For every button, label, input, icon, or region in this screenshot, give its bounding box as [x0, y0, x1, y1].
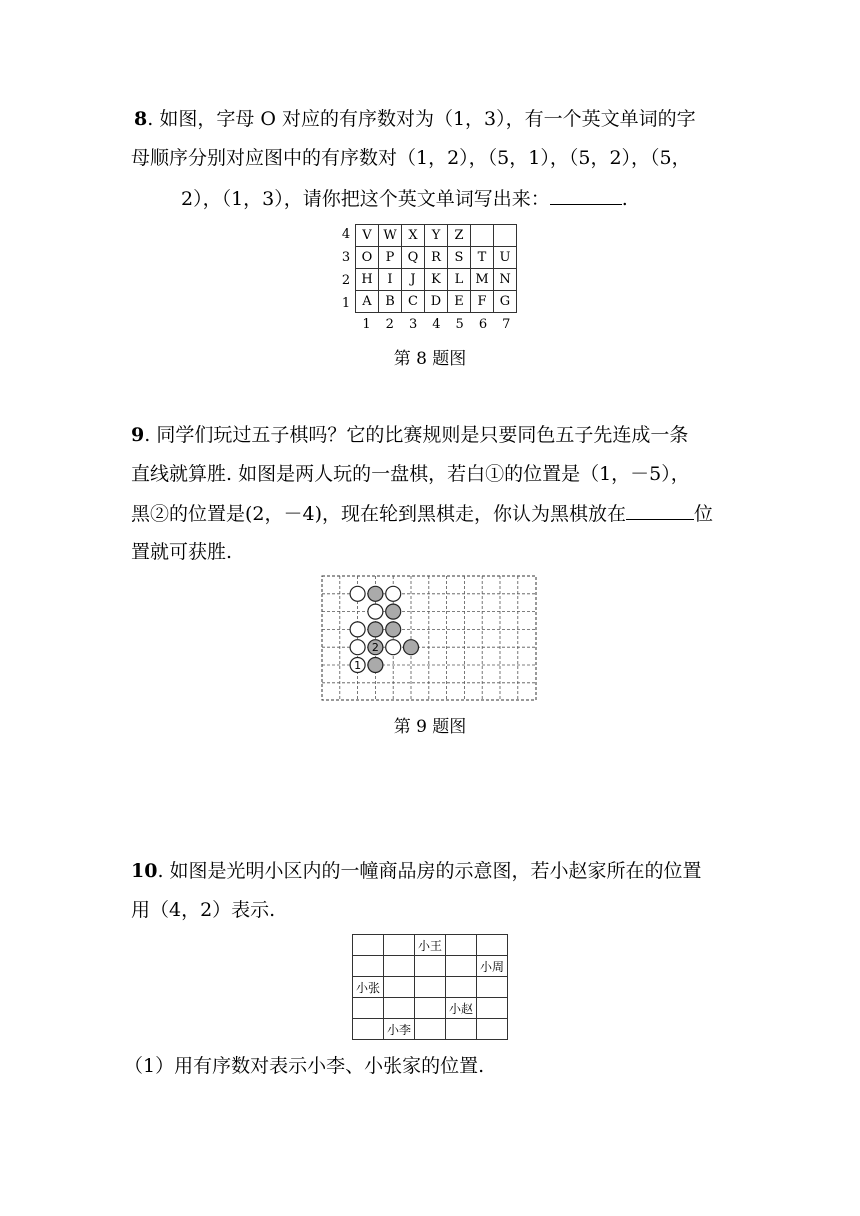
grid-cell: G: [494, 291, 517, 313]
grid-cell: N: [494, 269, 517, 291]
grid-cell: [477, 1019, 508, 1040]
resident-cell: 小王: [415, 935, 446, 956]
q10-line1-text: . 如图是光明小区内的一幢商品房的示意图，若小赵家所在的位置: [157, 860, 702, 882]
q8-line1-text: . 如图，字母 O 对应的有序数对为（1，3），有一个英文单词的字: [147, 108, 696, 130]
q9-line3: [131, 501, 713, 526]
grid-cell: [494, 225, 517, 247]
grid-cell: C: [402, 291, 425, 313]
grid-cell: A: [356, 291, 379, 313]
grid-cell: R: [425, 247, 448, 269]
grid-cell: [353, 956, 384, 977]
grid-cell: E: [448, 291, 471, 313]
building-grid-figure: [352, 934, 508, 1040]
column-label: 7: [502, 317, 511, 332]
grid-cell: [477, 935, 508, 956]
grid-cell: [384, 956, 415, 977]
grid-cell: [471, 225, 494, 247]
column-label: 3: [408, 317, 418, 332]
grid-cell: F: [471, 291, 494, 313]
resident-cell: 小周: [477, 956, 508, 977]
answer-blank[interactable]: [550, 186, 622, 205]
grid-cell: T: [471, 247, 494, 269]
q9-line1-text: . 同学们玩过五子棋吗？它的比赛规则是只要同色五子先连成一条: [144, 424, 689, 446]
grid-cell: [353, 998, 384, 1019]
grid-cell: [353, 935, 384, 956]
black-stone: [386, 622, 401, 637]
stone-label-1: 1: [354, 659, 362, 672]
black-stone: [404, 640, 419, 655]
q9-line4: 置就可获胜.: [131, 541, 233, 563]
black-stone: [368, 658, 383, 673]
grid-cell: [415, 998, 446, 1019]
grid-cell: [477, 998, 508, 1019]
grid-cell: [415, 977, 446, 998]
grid-cell: [384, 977, 415, 998]
grid-cell: V: [356, 225, 379, 247]
grid-cell: D: [425, 291, 448, 313]
q8-line2: 母顺序分别对应图中的有序数对（1，2），（5，1），（5，2），（5，: [131, 147, 691, 169]
q8-line1: [134, 107, 696, 131]
white-stone: [350, 586, 365, 601]
white-stone: [350, 640, 365, 655]
grid-cell: [353, 1019, 384, 1040]
grid-cell: J: [402, 269, 425, 291]
white-stone: [386, 586, 401, 601]
grid-cell: K: [425, 269, 448, 291]
grid-cell: [446, 1019, 477, 1040]
grid-cell: B: [379, 291, 402, 313]
figure-9-caption: 第 9 题图: [393, 717, 467, 737]
black-stone: [368, 586, 383, 601]
grid-cell: [415, 956, 446, 977]
white-stone: [350, 622, 365, 637]
row-label: 3: [341, 250, 351, 265]
q9-line2: 直线就算胜. 如图是两人玩的一盘棋，若白①的位置是（1，－5），: [131, 463, 690, 485]
q9-line3-text: 黑②的位置是(2，－4)，现在轮到黑棋走，你认为黑棋放在: [131, 503, 627, 525]
q9-number: 9: [131, 424, 145, 446]
grid-cell: X: [402, 225, 425, 247]
grid-cell: I: [379, 269, 402, 291]
grid-cell: P: [379, 247, 402, 269]
column-label: 4: [432, 317, 441, 332]
row-label: 2: [341, 273, 351, 288]
grid-cell: L: [448, 269, 471, 291]
q8-period: .: [621, 188, 628, 210]
q10-number: 10: [131, 860, 158, 882]
q10-sub1: （1）用有序数对表示小李、小张家的位置.: [124, 1055, 485, 1077]
resident-cell: 小赵: [446, 998, 477, 1019]
answer-blank[interactable]: [626, 501, 694, 520]
row-label: 1: [341, 296, 351, 311]
grid-cell: [384, 998, 415, 1019]
grid-cell: [415, 1019, 446, 1040]
q10-line2: 用（4，2）表示.: [131, 899, 276, 921]
resident-cell: 小李: [384, 1019, 415, 1040]
stone-label-2: 2: [371, 641, 379, 655]
grid-cell: W: [379, 225, 402, 247]
grid-cell: [446, 977, 477, 998]
q8-line3-text: 2），（1，3），请你把这个英文单词写出来：: [181, 188, 550, 210]
black-stone: [368, 622, 383, 637]
grid-cell: [446, 935, 477, 956]
q8-number: 8: [134, 108, 148, 130]
figure-8-caption: 第 8 题图: [393, 349, 467, 369]
grid-cell: S: [448, 247, 471, 269]
column-label: 5: [455, 317, 464, 332]
grid-cell: H: [356, 269, 379, 291]
column-label: 6: [478, 317, 488, 332]
grid-cell: Y: [425, 225, 448, 247]
grid-cell: [477, 977, 508, 998]
black-stone: [386, 604, 401, 619]
grid-cell: Z: [448, 225, 471, 247]
grid-cell: U: [494, 247, 517, 269]
grid-cell: O: [356, 247, 379, 269]
q10-line1: [131, 859, 702, 883]
column-label: 2: [385, 317, 394, 332]
column-label: 1: [362, 317, 371, 332]
resident-cell: 小张: [353, 977, 384, 998]
q9-line1: [131, 423, 688, 447]
grid-cell: M: [471, 269, 494, 291]
grid-cell: Q: [402, 247, 425, 269]
row-label: 4: [341, 227, 351, 242]
gomoku-board-figure: [320, 574, 540, 704]
grid-cell: [446, 956, 477, 977]
grid-cell: [384, 935, 415, 956]
q9-line3-end: 位: [694, 503, 714, 525]
white-stone: [368, 604, 383, 619]
white-stone: [386, 640, 401, 655]
letter-grid-figure: [355, 224, 517, 313]
q8-line3: [181, 186, 628, 211]
